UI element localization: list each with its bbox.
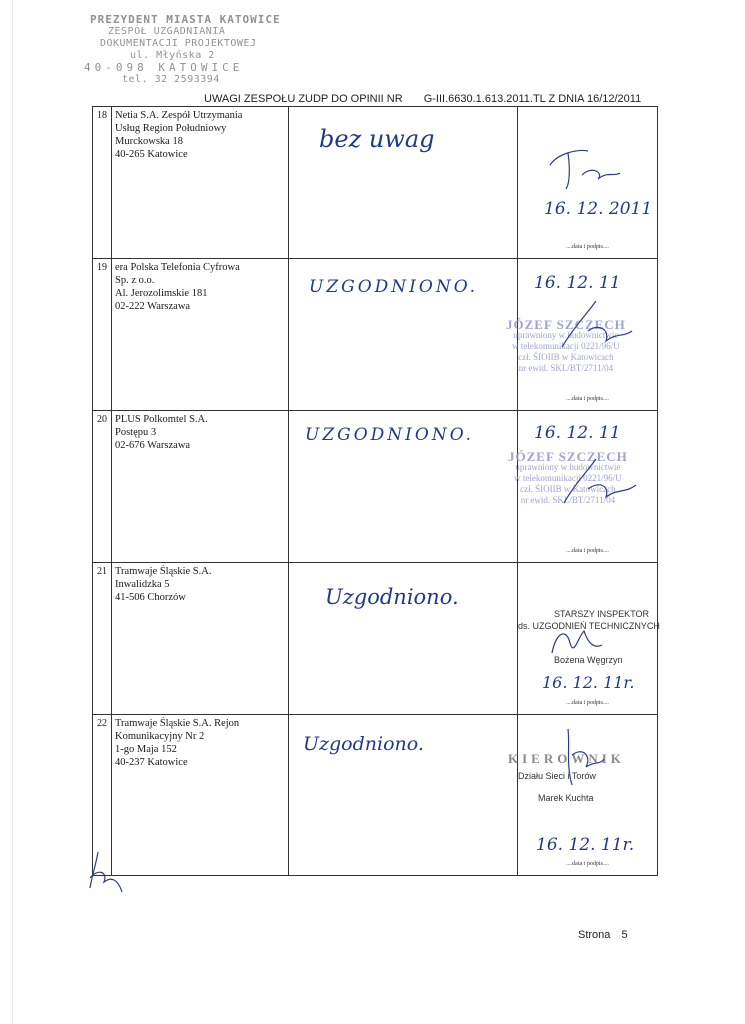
stamp-line: nr ewid. SKL/BT/2711/04 bbox=[520, 495, 616, 505]
manager-stamp-title: KIEROWNIK bbox=[508, 751, 625, 766]
page-footer bbox=[578, 929, 628, 941]
row-number: 18 bbox=[93, 107, 112, 259]
org-line: Tramwaje Śląskie S.A. Rejon bbox=[115, 718, 240, 729]
inspector-name: Bożena Węgrzyn bbox=[554, 655, 623, 665]
remark-cell bbox=[289, 107, 518, 259]
table-row bbox=[93, 411, 658, 563]
stamp-line: ul. Młyńska 2 bbox=[130, 50, 215, 61]
stamp-line: 40-098 KATOWICE bbox=[84, 61, 244, 74]
stamp-line: uprawniony w budownictwie bbox=[515, 462, 621, 472]
table-row bbox=[93, 107, 658, 259]
stamp-name: JÓZEF SZCZECH bbox=[506, 317, 626, 332]
stamp-line: nr ewid. SKL/BT/2711/04 bbox=[518, 363, 614, 373]
org-line: Netia S.A. Zespół Utrzymania bbox=[115, 110, 243, 121]
handwritten-date: 16. 12. 11 bbox=[534, 273, 621, 293]
org-line: Usług Region Południowy bbox=[115, 123, 227, 134]
stamp-line: czł. ŚIOIIB w Katowicach bbox=[518, 352, 614, 362]
opinion-table bbox=[92, 106, 658, 876]
handwritten-date: 16. 12. 11r. bbox=[542, 673, 635, 692]
remark-cell bbox=[289, 563, 518, 715]
stamp-line: DOKUMENTACJI PROJEKTOWEJ bbox=[100, 38, 257, 49]
date-signature-caption: ....data i podpis.... bbox=[566, 861, 609, 867]
stamp-line: uprawniony w budownictwie bbox=[513, 330, 619, 340]
stamp-line: ZESPÓŁ UZGADNIANIA bbox=[108, 26, 226, 37]
date-signature-caption: ....data i podpis.... bbox=[566, 244, 609, 250]
stamp-line: czł. ŚIOIIB w Katowicach bbox=[520, 484, 616, 494]
date-signature-caption: ....data i podpis.... bbox=[566, 548, 609, 554]
remark-cell bbox=[289, 715, 518, 876]
stamp-line: w telekomunikacji 0221/96/U bbox=[514, 473, 622, 483]
date-signature-caption: ....data i podpis.... bbox=[566, 396, 609, 402]
table-row bbox=[93, 563, 658, 715]
signature-icon bbox=[558, 725, 608, 795]
org-line: Al. Jerozolimskie 181 bbox=[115, 288, 208, 299]
signature-icon bbox=[548, 145, 628, 195]
org-line: 02-676 Warszawa bbox=[115, 440, 191, 451]
org-line: Tramwaje Śląskie S.A. bbox=[115, 566, 212, 577]
header-title: UWAGI ZESPOŁU ZUDP DO OPINII NR bbox=[204, 93, 403, 105]
page-edge bbox=[12, 0, 13, 1024]
signature-cell bbox=[508, 715, 658, 876]
signature-icon bbox=[558, 297, 638, 357]
organization-cell bbox=[112, 107, 289, 259]
handwritten-remark: Uzgodniono. bbox=[325, 585, 459, 609]
manager-department: Działu Sieci i Torów bbox=[518, 771, 596, 781]
organization-cell bbox=[112, 411, 289, 563]
org-line: 40-237 Katowice bbox=[115, 757, 188, 768]
handwritten-date: 16. 12. 2011 bbox=[544, 199, 653, 219]
organization-cell bbox=[112, 563, 289, 715]
org-line: 41-506 Chorzów bbox=[115, 592, 186, 603]
table-row bbox=[93, 259, 658, 411]
stamp-line: w telekomunikacji 0221/96/U bbox=[512, 341, 620, 351]
handwritten-date: 16. 12. 11r. bbox=[536, 835, 635, 855]
manager-name: Marek Kuchta bbox=[538, 793, 594, 803]
handwritten-remark: Uzgodniono. bbox=[303, 733, 424, 755]
organization-cell bbox=[112, 715, 289, 876]
inspector-title: STARSZY INSPEKTOR bbox=[554, 609, 650, 619]
stamp-line: tel. 32 2593394 bbox=[122, 74, 220, 85]
handwritten-remark: UZGODNIONO. bbox=[305, 425, 475, 445]
org-line: 02-222 Warszawa bbox=[115, 301, 191, 312]
handwritten-remark: bez uwag bbox=[319, 125, 435, 153]
table-row bbox=[93, 715, 658, 876]
signature-cell bbox=[506, 259, 658, 411]
document-header bbox=[204, 93, 664, 105]
row-number: 19 bbox=[93, 259, 112, 411]
org-line: 1-go Maja 152 bbox=[115, 744, 177, 755]
signature-cell bbox=[508, 411, 658, 563]
org-line: era Polska Telefonia Cyfrowa bbox=[115, 262, 240, 273]
organization-cell bbox=[112, 259, 289, 411]
remark-cell bbox=[289, 411, 518, 563]
stamp-name: JÓZEF SZCZECH bbox=[508, 449, 628, 464]
org-line: 40-265 Katowice bbox=[115, 149, 188, 160]
org-line: PLUS Polkomtel S.A. bbox=[115, 414, 208, 425]
row-number: 20 bbox=[93, 411, 112, 563]
signature-cell bbox=[518, 107, 658, 259]
stamp-line: PREZYDENT MIASTA KATOWICE bbox=[90, 13, 281, 26]
date-signature-caption: ....data i podpis.... bbox=[566, 700, 609, 706]
row-number: 21 bbox=[93, 563, 112, 715]
signature-icon bbox=[560, 451, 640, 511]
handwritten-remark: UZGODNIONO. bbox=[309, 277, 479, 297]
signature-cell bbox=[518, 563, 658, 715]
inspector-department: ds. UZGODNIEŃ TECHNICZNYCH bbox=[518, 621, 660, 631]
page-label: Strona bbox=[578, 929, 611, 941]
office-stamp bbox=[84, 13, 281, 86]
initials-icon bbox=[82, 848, 132, 898]
org-line: Sp. z o.o. bbox=[115, 275, 155, 286]
header-reference: G-III.6630.1.613.2011.TL Z DNIA 16/12/2011 bbox=[423, 93, 642, 105]
org-line: Komunikacyjny Nr 2 bbox=[115, 731, 205, 742]
org-line: Inwalidzka 5 bbox=[115, 579, 170, 590]
row-number: 22 bbox=[93, 715, 112, 876]
remark-cell bbox=[289, 259, 518, 411]
org-line: Murckowska 18 bbox=[115, 136, 183, 147]
org-line: Postępu 3 bbox=[115, 427, 157, 438]
page-number: 5 bbox=[621, 929, 628, 941]
handwritten-date: 16. 12. 11 bbox=[534, 423, 621, 443]
